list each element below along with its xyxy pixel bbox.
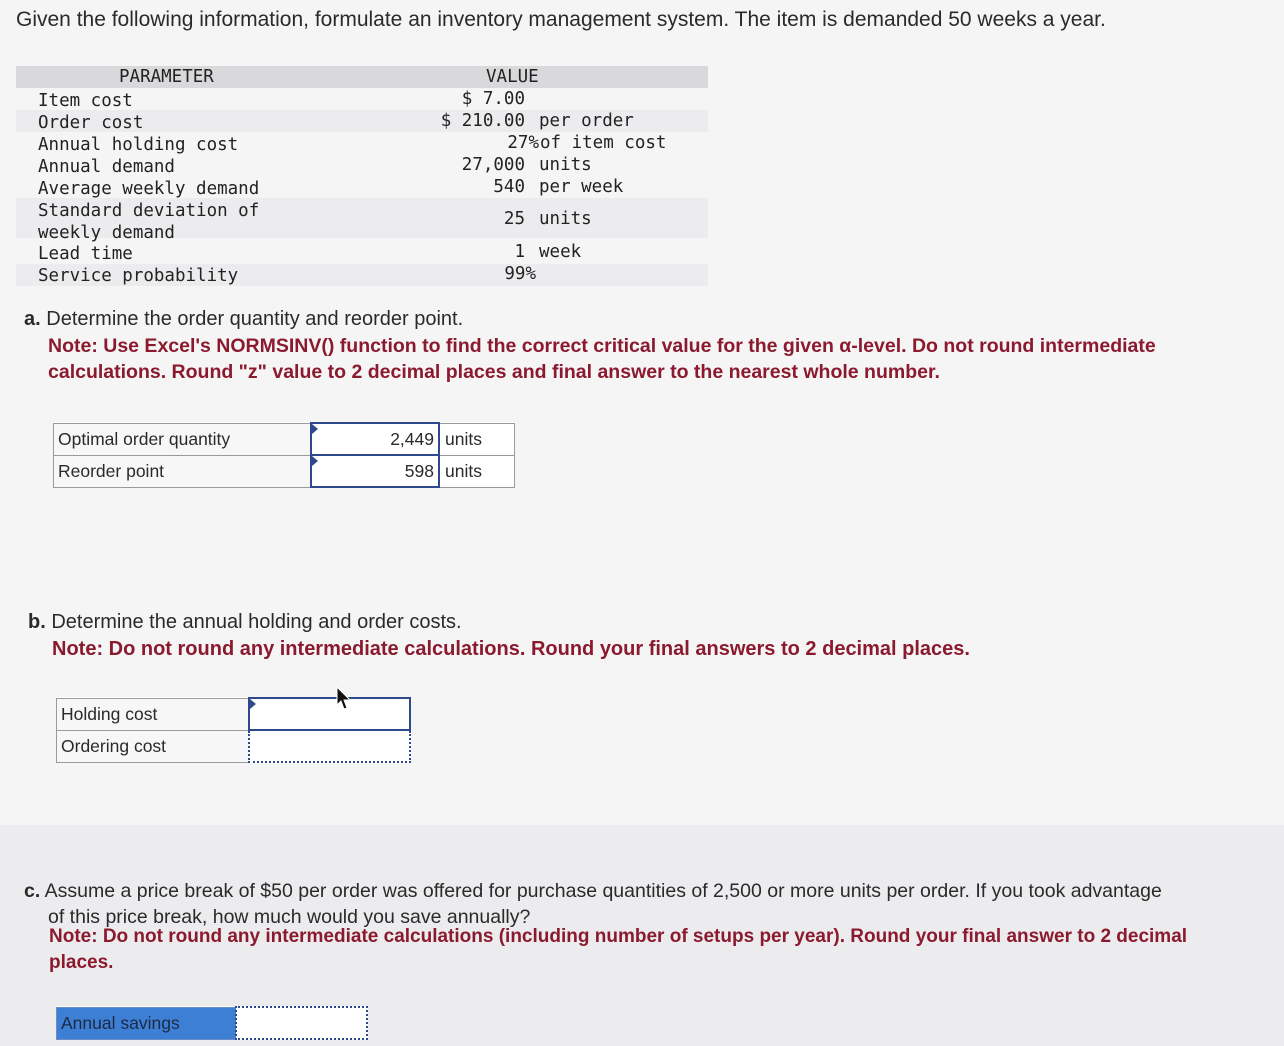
- reorder-point-label: Reorder point: [54, 455, 312, 487]
- ordering-cost-label: Ordering cost: [57, 730, 250, 762]
- table-row: [54, 423, 515, 455]
- param-value: 99%: [504, 264, 536, 284]
- mouse-cursor-icon: [336, 686, 352, 712]
- part-c-question-line1: Assume a price break of $50 per order was offered for purchase quantities of 2,500 or more units per order. If you took advantage: [44, 880, 1162, 902]
- reorder-point-value: 598: [404, 460, 434, 481]
- part-c-answer-table: [56, 1006, 368, 1040]
- parameter-column-header: PARAMETER: [119, 67, 214, 87]
- part-a-note-line2: calculations. Round "z" value to 2 decimal places and final answer to the nearest whole number.: [48, 361, 940, 383]
- parameter-table: [16, 66, 708, 286]
- holding-cost-input[interactable]: [249, 698, 410, 730]
- part-a-question: [24, 308, 463, 331]
- param-name: Annual holding cost: [38, 135, 239, 155]
- input-marker-icon: [312, 456, 318, 466]
- part-a-note-line1: Note: Use Excel's NORMSINV() function to find the correct critical value for the given α-level. Do not round intermediate: [48, 335, 1156, 357]
- value-column-header: VALUE: [486, 67, 539, 87]
- param-value: 1: [514, 242, 525, 262]
- part-c-question-line2: of this price break, how much would you save annually?: [48, 906, 531, 928]
- table-row: [57, 730, 411, 762]
- optimal-order-quantity-input[interactable]: [311, 423, 439, 455]
- annual-savings-label: Annual savings: [57, 1007, 237, 1039]
- param-value: $ 7.00: [461, 89, 525, 109]
- table-row: [57, 698, 411, 730]
- part-c-note: [49, 924, 1187, 976]
- param-unit: per week: [539, 177, 624, 197]
- param-name: Item cost: [38, 91, 133, 111]
- param-name: Annual demand: [38, 157, 175, 177]
- param-unit: per order: [539, 111, 634, 131]
- param-name: Service probability: [38, 266, 239, 286]
- param-unit: of item cost: [540, 133, 667, 153]
- param-name: Average weekly demand: [38, 179, 260, 199]
- input-marker-icon: [250, 699, 256, 709]
- param-value: $ 210.00: [440, 111, 525, 131]
- part-a-question-text: Determine the order quantity and reorder point.: [46, 308, 464, 330]
- param-value: 25: [503, 209, 525, 229]
- part-c-label: c.: [24, 880, 41, 902]
- parameter-table-header: [16, 66, 708, 88]
- part-c-note-line2: places.: [49, 952, 114, 973]
- part-a-answer-table: [53, 422, 515, 488]
- part-a-label: a.: [24, 308, 41, 330]
- holding-cost-label: Holding cost: [57, 698, 250, 730]
- table-row: [57, 1007, 368, 1039]
- optimal-order-quantity-value: 2,449: [390, 428, 434, 449]
- part-b-answer-table: [56, 697, 411, 763]
- param-name: Lead time: [38, 244, 133, 264]
- part-c-question: [24, 878, 1274, 930]
- param-name: Order cost: [38, 113, 144, 133]
- table-row: [54, 455, 515, 487]
- param-unit: units: [539, 209, 592, 229]
- annual-savings-input[interactable]: [236, 1007, 367, 1039]
- param-unit: units: [539, 155, 592, 175]
- ordering-cost-input[interactable]: [249, 730, 410, 762]
- part-b-question: [28, 611, 462, 634]
- param-name: Standard deviation of weekly demand: [38, 201, 260, 243]
- part-b-label: b.: [28, 611, 46, 633]
- part-b-question-text: Determine the annual holding and order costs.: [51, 611, 462, 633]
- unit-label: units: [439, 455, 515, 487]
- param-unit: week: [539, 242, 582, 262]
- part-c-note-line1: Note: Do not round any intermediate calculations (including number of setups per year). Round your final answer to 2 decimal: [49, 926, 1188, 947]
- param-value: 27%: [507, 133, 539, 153]
- param-value: 27,000: [461, 155, 525, 175]
- part-a-note: [48, 333, 1278, 385]
- unit-label: units: [439, 423, 515, 455]
- reorder-point-input[interactable]: [311, 455, 439, 487]
- part-b-note: Note: Do not round any intermediate calculations. Round your final answers to 2 decimal places.: [52, 638, 970, 660]
- input-marker-icon: [312, 424, 318, 434]
- optimal-order-quantity-label: Optimal order quantity: [54, 423, 312, 455]
- intro-text: Given the following information, formulate an inventory management system. The item is demanded 50 weeks a year.: [16, 8, 1106, 31]
- param-value: 540: [493, 177, 525, 197]
